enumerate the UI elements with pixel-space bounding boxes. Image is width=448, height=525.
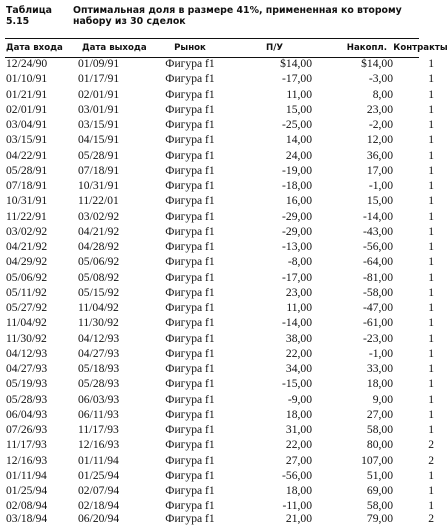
- cell-cumulative: 33,00: [366, 362, 393, 376]
- cell-market: Фигура f1: [165, 423, 215, 437]
- cell-exit-date: 06/03/93: [78, 392, 120, 406]
- cell-contracts: 1: [428, 240, 434, 254]
- cell-exit-date: 06/20/94: [78, 511, 120, 525]
- cell-contracts: 1: [428, 468, 434, 482]
- table-row: [5, 56, 448, 71]
- col-header-cumulative: Накопл.: [346, 43, 387, 53]
- cell-exit-date: 10/31/91: [78, 179, 120, 193]
- cell-contracts: 1: [428, 118, 434, 132]
- col-header-contracts: Контракты: [393, 43, 448, 53]
- cell-contracts: 1: [428, 377, 434, 391]
- cell-market: Фигура f1: [165, 331, 215, 345]
- cell-market: Фигура f1: [165, 270, 215, 284]
- cell-pl: 16,00: [285, 194, 312, 208]
- cell-contracts: 1: [428, 301, 434, 315]
- cell-cumulative: 18,00: [366, 377, 393, 391]
- cell-cumulative: -81,00: [363, 270, 393, 284]
- cell-entry-date: 01/11/94: [6, 468, 47, 482]
- cell-cumulative: -3,00: [368, 72, 393, 86]
- cell-cumulative: 23,00: [366, 102, 393, 116]
- cell-pl: -18,00: [282, 179, 312, 193]
- cell-cumulative: -23,00: [363, 331, 393, 345]
- cell-market: Фигура f1: [165, 285, 215, 299]
- cell-market: Фигура f1: [165, 301, 215, 315]
- cell-entry-date: 02/01/91: [6, 102, 48, 116]
- cell-cumulative: -64,00: [363, 255, 393, 269]
- cell-market: Фигура f1: [165, 194, 215, 208]
- cell-exit-date: 04/21/92: [78, 224, 120, 238]
- cell-market: Фигура f1: [165, 407, 215, 421]
- cell-entry-date: 12/16/93: [6, 453, 48, 467]
- cell-contracts: 1: [428, 316, 434, 330]
- cell-exit-date: 03/01/91: [78, 102, 120, 116]
- cell-cumulative: -61,00: [363, 316, 393, 330]
- cell-market: Фигура f1: [165, 468, 215, 482]
- cell-pl: -17,00: [282, 270, 312, 284]
- table-row: [5, 87, 448, 102]
- cell-contracts: 1: [428, 57, 434, 71]
- cell-cumulative: 9,00: [372, 392, 393, 406]
- cell-entry-date: 07/18/91: [6, 179, 48, 193]
- cell-entry-date: 04/21/92: [6, 240, 48, 254]
- cell-market: Фигура f1: [165, 102, 215, 116]
- cell-pl: 31,00: [285, 423, 312, 437]
- cell-exit-date: 05/28/91: [78, 148, 120, 162]
- cell-pl: 14,00: [285, 133, 312, 147]
- cell-contracts: 1: [428, 270, 434, 284]
- cell-market: Фигура f1: [165, 392, 215, 406]
- cell-entry-date: 03/18/94: [6, 511, 48, 525]
- cell-market: Фигура f1: [165, 148, 215, 162]
- cell-entry-date: 05/28/91: [6, 163, 48, 177]
- table-row: [5, 132, 448, 147]
- cell-market: Фигура f1: [165, 316, 215, 330]
- cell-exit-date: 03/15/91: [78, 118, 120, 132]
- table-row: [5, 453, 448, 468]
- cell-exit-date: 11/22/01: [78, 194, 119, 208]
- cell-contracts: 1: [428, 133, 434, 147]
- cell-entry-date: 05/27/92: [6, 301, 48, 315]
- cell-exit-date: 03/02/92: [78, 209, 120, 223]
- table-row: [5, 483, 448, 498]
- cell-exit-date: 11/04/92: [78, 301, 119, 315]
- cell-exit-date: 02/18/94: [78, 499, 120, 513]
- cell-pl: -29,00: [282, 209, 312, 223]
- cell-market: Фигура f1: [165, 377, 215, 391]
- cell-entry-date: 06/04/93: [6, 407, 48, 421]
- cell-entry-date: 10/31/91: [6, 194, 48, 208]
- cell-pl: -11,00: [282, 499, 312, 513]
- cell-entry-date: 04/12/93: [6, 346, 48, 360]
- cell-entry-date: 11/22/91: [6, 209, 47, 223]
- cell-pl: 22,00: [285, 346, 312, 360]
- cell-cumulative: 51,00: [366, 468, 393, 482]
- cell-cumulative: -1,00: [368, 179, 393, 193]
- cell-contracts: 1: [428, 179, 434, 193]
- cell-contracts: 1: [428, 484, 434, 498]
- cell-contracts: 1: [428, 346, 434, 360]
- cell-pl: 15,00: [285, 102, 312, 116]
- cell-exit-date: 11/30/92: [78, 316, 119, 330]
- cell-pl: 24,00: [285, 148, 312, 162]
- cell-market: Фигура f1: [165, 72, 215, 86]
- cell-contracts: 1: [428, 392, 434, 406]
- cell-cumulative: 36,00: [366, 148, 393, 162]
- cell-market: Фигура f1: [165, 224, 215, 238]
- cell-exit-date: 05/18/93: [78, 362, 120, 376]
- trades-table: [5, 40, 448, 524]
- table-row: [5, 270, 448, 285]
- cell-pl: 34,00: [285, 362, 312, 376]
- cell-exit-date: 04/27/93: [78, 346, 120, 360]
- cell-market: Фигура f1: [165, 209, 215, 223]
- cell-contracts: 1: [428, 102, 434, 116]
- cell-entry-date: 01/10/91: [6, 72, 48, 86]
- cell-exit-date: 01/17/91: [78, 72, 120, 86]
- cell-contracts: 1: [428, 362, 434, 376]
- cell-cumulative: -1,00: [368, 346, 393, 360]
- table-row: [5, 193, 448, 208]
- cell-exit-date: 06/11/93: [78, 407, 119, 421]
- cell-cumulative: 69,00: [366, 484, 393, 498]
- cell-cumulative: -58,00: [363, 285, 393, 299]
- table-row: [5, 148, 448, 163]
- cell-market: Фигура f1: [165, 163, 215, 177]
- cell-exit-date: 11/17/93: [78, 423, 119, 437]
- table-number: Таблица 5.15: [6, 5, 52, 27]
- cell-pl: 22,00: [285, 438, 312, 452]
- cell-cumulative: 58,00: [366, 499, 393, 513]
- table-row: [5, 163, 448, 178]
- cell-market: Фигура f1: [165, 87, 215, 101]
- cell-market: Фигура f1: [165, 118, 215, 132]
- cell-entry-date: 11/04/92: [6, 316, 47, 330]
- cell-market: Фигура f1: [165, 57, 215, 71]
- table-row: [5, 361, 448, 376]
- cell-exit-date: 01/25/94: [78, 468, 120, 482]
- cell-pl: 21,00: [285, 511, 312, 525]
- cell-entry-date: 03/02/92: [6, 224, 48, 238]
- cell-cumulative: 15,00: [366, 194, 393, 208]
- table-row: [5, 178, 448, 193]
- table-row: [5, 468, 448, 483]
- cell-entry-date: 02/08/94: [6, 499, 48, 513]
- cell-pl: -29,00: [282, 224, 312, 238]
- cell-pl: 38,00: [285, 331, 312, 345]
- table-row: [5, 102, 448, 117]
- cell-entry-date: 05/28/93: [6, 392, 48, 406]
- table-row: [5, 300, 448, 315]
- table-row: [5, 346, 448, 361]
- cell-entry-date: 04/29/92: [6, 255, 48, 269]
- cell-contracts: 1: [428, 255, 434, 269]
- cell-contracts: 1: [428, 285, 434, 299]
- cell-pl: -14,00: [282, 316, 312, 330]
- table-row: [5, 514, 448, 524]
- cell-cumulative: 12,00: [366, 133, 393, 147]
- cell-pl: -15,00: [282, 377, 312, 391]
- cell-cumulative: 58,00: [366, 423, 393, 437]
- cell-market: Фигура f1: [165, 484, 215, 498]
- cell-market: Фигура f1: [165, 499, 215, 513]
- cell-entry-date: 11/30/92: [6, 331, 47, 345]
- cell-exit-date: 12/16/93: [78, 438, 120, 452]
- cell-cumulative: 27,00: [366, 407, 393, 421]
- col-header-pl: П/У: [266, 43, 283, 53]
- cell-entry-date: 05/19/93: [6, 377, 48, 391]
- cell-market: Фигура f1: [165, 255, 215, 269]
- cell-contracts: 1: [428, 423, 434, 437]
- cell-exit-date: 05/08/92: [78, 270, 120, 284]
- header-top-rule: [5, 38, 419, 39]
- cell-exit-date: 04/15/91: [78, 133, 120, 147]
- table-caption: [6, 5, 418, 27]
- table-row: [5, 376, 448, 391]
- cell-market: Фигура f1: [165, 346, 215, 360]
- table-row: [5, 437, 448, 452]
- cell-pl: -8,00: [287, 255, 312, 269]
- cell-cumulative: -47,00: [363, 301, 393, 315]
- cell-exit-date: 01/11/94: [78, 453, 119, 467]
- cell-contracts: 1: [428, 224, 434, 238]
- cell-entry-date: 12/24/90: [6, 57, 48, 71]
- table-row: [5, 71, 448, 86]
- cell-cumulative: -14,00: [363, 209, 393, 223]
- cell-contracts: 1: [428, 72, 434, 86]
- cell-pl: -17,00: [282, 72, 312, 86]
- cell-pl: 11,00: [286, 87, 312, 101]
- cell-exit-date: 02/07/94: [78, 484, 120, 498]
- cell-pl: 18,00: [285, 407, 312, 421]
- cell-contracts: 1: [428, 499, 434, 513]
- cell-entry-date: 04/22/91: [6, 148, 48, 162]
- cell-pl: -19,00: [282, 163, 312, 177]
- table-title: Оптимальная доля в размере 41%, примененная ко второму набору из 30 сделок: [73, 5, 402, 27]
- cell-exit-date: 07/18/91: [78, 163, 120, 177]
- cell-contracts: 1: [428, 87, 434, 101]
- cell-entry-date: 01/25/94: [6, 484, 48, 498]
- cell-contracts: 1: [428, 163, 434, 177]
- table-row: [5, 117, 448, 132]
- cell-market: Фигура f1: [165, 179, 215, 193]
- cell-entry-date: 01/21/91: [6, 87, 48, 101]
- cell-cumulative: -56,00: [363, 240, 393, 254]
- table-row: [5, 422, 448, 437]
- cell-contracts: 2: [428, 511, 434, 525]
- cell-pl: -25,00: [282, 118, 312, 132]
- cell-pl: -9,00: [287, 392, 312, 406]
- cell-exit-date: 04/28/92: [78, 240, 120, 254]
- cell-exit-date: 02/01/91: [78, 87, 120, 101]
- cell-exit-date: 05/15/92: [78, 285, 120, 299]
- cell-contracts: 2: [428, 453, 434, 467]
- header-row: [5, 40, 448, 56]
- cell-contracts: 1: [428, 331, 434, 345]
- table-row: [5, 331, 448, 346]
- cell-cumulative: $14,00: [361, 57, 393, 71]
- cell-pl: 23,00: [285, 285, 312, 299]
- col-header-market: Рынок: [174, 43, 206, 53]
- cell-exit-date: 04/12/93: [78, 331, 120, 345]
- col-header-entry-date: Дата входа: [6, 43, 63, 53]
- cell-market: Фигура f1: [165, 133, 215, 147]
- table-body: [5, 56, 448, 524]
- cell-contracts: 2: [428, 438, 434, 452]
- cell-entry-date: 05/06/92: [6, 270, 48, 284]
- table-row: [5, 315, 448, 330]
- cell-entry-date: 04/27/93: [6, 362, 48, 376]
- cell-entry-date: 11/17/93: [6, 438, 47, 452]
- cell-pl: -56,00: [282, 468, 312, 482]
- cell-pl: -13,00: [282, 240, 312, 254]
- cell-contracts: 1: [428, 407, 434, 421]
- cell-contracts: 1: [428, 209, 434, 223]
- cell-cumulative: 79,00: [366, 511, 393, 525]
- cell-exit-date: 05/28/93: [78, 377, 120, 391]
- table-row: [5, 224, 448, 239]
- cell-market: Фигура f1: [165, 511, 215, 525]
- cell-cumulative: 17,00: [366, 163, 393, 177]
- cell-entry-date: 03/15/91: [6, 133, 48, 147]
- table-row: [5, 285, 448, 300]
- cell-contracts: 1: [428, 148, 434, 162]
- cell-exit-date: 05/06/92: [78, 255, 120, 269]
- cell-cumulative: -43,00: [363, 224, 393, 238]
- cell-pl: 27,00: [285, 453, 312, 467]
- cell-entry-date: 05/11/92: [6, 285, 47, 299]
- table-row: [5, 209, 448, 224]
- cell-pl: 18,00: [285, 484, 312, 498]
- cell-entry-date: 07/26/93: [6, 423, 48, 437]
- cell-pl: 11,00: [286, 301, 312, 315]
- cell-pl: $14,00: [280, 57, 312, 71]
- table-row: [5, 239, 448, 254]
- cell-market: Фигура f1: [165, 453, 215, 467]
- cell-exit-date: 01/09/91: [78, 57, 120, 71]
- table-row: [5, 407, 448, 422]
- table-row: [5, 392, 448, 407]
- cell-market: Фигура f1: [165, 240, 215, 254]
- cell-cumulative: 8,00: [372, 87, 393, 101]
- cell-cumulative: 107,00: [361, 453, 393, 467]
- cell-contracts: 1: [428, 194, 434, 208]
- col-header-exit-date: Дата выхода: [82, 43, 147, 53]
- table-row: [5, 254, 448, 269]
- cell-entry-date: 03/04/91: [6, 118, 48, 132]
- cell-market: Фигура f1: [165, 362, 215, 376]
- cell-cumulative: -2,00: [368, 118, 393, 132]
- cell-market: Фигура f1: [165, 438, 215, 452]
- cell-cumulative: 80,00: [366, 438, 393, 452]
